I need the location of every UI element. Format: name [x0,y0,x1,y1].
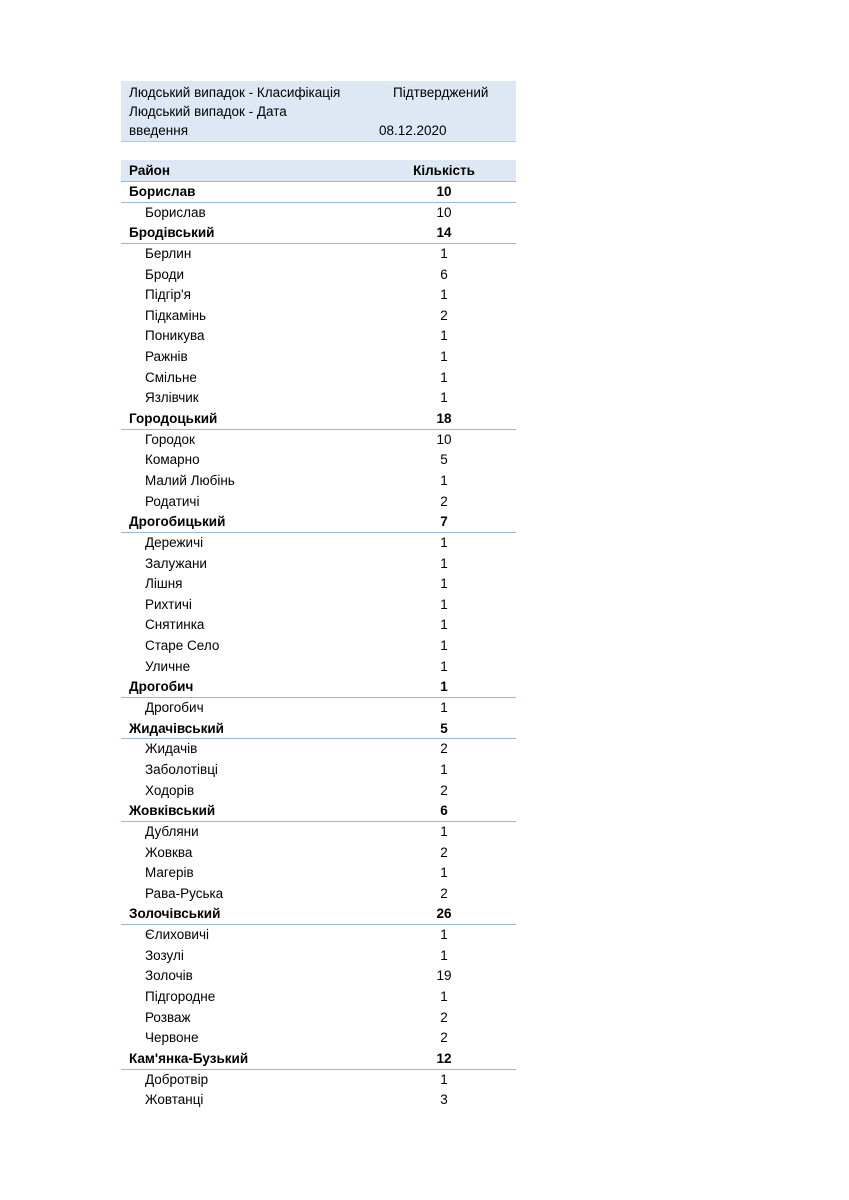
settlement-row [121,244,516,265]
settlement-row [121,884,516,905]
district-name: Дрогобицький [129,514,226,530]
settlement-count: 10 [436,204,452,220]
settlement-count: 1 [440,369,448,385]
settlement-name: Броди [145,266,184,282]
settlement-count: 19 [436,968,452,984]
settlement-count: 1 [440,988,448,1004]
settlement-row [121,574,516,595]
settlement-name: Жидачів [145,741,198,757]
settlement-count: 1 [440,638,448,654]
settlement-row [121,843,516,864]
settlement-row [121,368,516,389]
classification-label: Людський випадок - Класифікація [129,85,341,100]
settlement-name: Залужани [145,555,207,571]
settlement-row [121,326,516,347]
settlement-count: 2 [440,307,448,323]
settlement-name: Ражнів [145,349,188,365]
settlement-row [121,739,516,760]
district-row [121,409,516,430]
district-count: 5 [440,720,448,736]
district-name: Золочівський [129,906,221,922]
district-name: Жовківський [129,803,216,819]
district-count: 26 [436,906,452,922]
settlement-name: Комарно [145,452,200,468]
settlement-count: 1 [440,927,448,943]
settlement-row [121,595,516,616]
settlement-row [121,615,516,636]
settlement-name: Дрогобич [145,700,204,716]
settlement-count: 1 [440,534,448,550]
settlement-name: Родатичі [145,493,200,509]
district-row [121,904,516,925]
settlement-count: 1 [440,700,448,716]
settlement-name: Рава-Руська [145,885,224,901]
settlement-count: 1 [440,617,448,633]
settlement-row [121,657,516,678]
date-value: 08.12.2020 [379,123,447,138]
settlement-count: 1 [440,823,448,839]
settlement-count: 2 [440,493,448,509]
settlement-count: 2 [440,1009,448,1025]
settlement-name: Смільне [145,369,197,385]
settlement-name: Дережичі [145,534,204,550]
settlement-count: 2 [440,844,448,860]
district-row [121,1049,516,1070]
settlement-count: 1 [440,287,448,303]
settlement-name: Малий Любінь [145,472,235,488]
settlement-row [121,863,516,884]
settlement-row [121,347,516,368]
settlement-row [121,1070,516,1091]
settlement-name: Ходорів [145,782,195,798]
settlement-count: 1 [440,472,448,488]
district-name: Дрогобич [129,679,194,695]
settlement-name: Підкамінь [145,307,207,323]
settlement-row [121,388,516,409]
settlement-count: 1 [440,947,448,963]
settlement-row [121,492,516,513]
settlement-name: Добротвір [145,1071,209,1087]
settlement-row [121,1028,516,1049]
district-name: Бродівський [129,225,215,241]
settlement-row [121,450,516,471]
settlement-count: 1 [440,761,448,777]
settlement-name: Язлівчик [145,390,199,406]
settlement-count: 5 [440,452,448,468]
settlement-name: Городок [145,431,195,447]
settlement-name: Дубляни [145,823,199,839]
district-row [121,223,516,244]
settlement-name: Жовква [145,844,193,860]
settlement-name: Старе Село [145,638,220,654]
settlement-name: Червоне [145,1030,199,1046]
settlement-row [121,203,516,224]
district-row [121,512,516,533]
district-name: Борислав [129,184,196,199]
district-count: 14 [436,225,452,241]
district-row [121,182,516,203]
settlement-name: Єлиховичі [145,927,209,943]
settlement-count: 1 [440,596,448,612]
settlement-row [121,306,516,327]
district-name: Жидачівський [129,720,224,736]
settlement-count: 2 [440,1030,448,1046]
settlement-name: Підгородне [145,988,216,1004]
settlement-count: 1 [440,245,448,261]
settlement-name: Снятинка [145,617,205,633]
settlement-row [121,966,516,987]
district-count: 6 [440,803,448,819]
district-count: 18 [436,411,452,427]
settlement-name: Зозулі [145,947,184,963]
settlement-row [121,1008,516,1029]
settlement-row [121,946,516,967]
settlement-count: 1 [440,390,448,406]
district-table [121,160,516,1111]
district-row [121,719,516,740]
settlement-row [121,471,516,492]
table-body [121,182,516,1111]
settlement-count: 2 [440,741,448,757]
date-label-line2: введення [129,123,189,138]
settlement-name: Магерів [145,865,194,881]
settlement-count: 1 [440,658,448,674]
settlement-name: Підгір'я [145,287,191,303]
table-header [121,160,516,182]
settlement-row [121,265,516,286]
settlement-count: 2 [440,782,448,798]
settlement-count: 1 [440,328,448,344]
district-count: 1 [440,679,448,695]
district-name: Кам'янка-Бузький [129,1050,249,1066]
settlement-row [121,822,516,843]
settlement-count: 6 [440,266,448,282]
settlement-count: 3 [440,1092,448,1108]
settlement-row [121,698,516,719]
settlement-count: 1 [440,865,448,881]
settlement-name: Жовтанці [145,1092,204,1108]
header-district: Район [129,163,171,178]
settlement-name: Борислав [145,204,206,220]
settlement-row [121,925,516,946]
district-count: 12 [436,1050,452,1066]
settlement-name: Золочів [145,968,193,984]
settlement-row [121,987,516,1008]
settlement-name: Поникува [145,328,205,344]
settlement-name: Лішня [145,576,183,592]
district-count: 7 [440,514,448,530]
settlement-count: 1 [440,1071,448,1087]
settlement-row [121,285,516,306]
settlement-count: 1 [440,576,448,592]
settlement-name: Уличне [145,658,191,674]
settlement-row [121,554,516,575]
settlement-count: 1 [440,349,448,365]
settlement-row [121,533,516,554]
settlement-row [121,760,516,781]
settlement-row [121,430,516,451]
settlement-name: Берлин [145,245,192,261]
settlement-count: 2 [440,885,448,901]
settlement-row [121,636,516,657]
settlement-row [121,781,516,802]
settlement-count: 10 [436,431,452,447]
settlement-name: Розваж [145,1009,191,1025]
classification-value: Підтверджений [393,85,489,100]
settlement-row [121,1090,516,1111]
header-count: Кількість [413,163,475,178]
filter-panel [121,81,516,142]
settlement-name: Заболотівці [145,761,218,777]
settlement-name: Рихтичі [145,596,192,612]
settlement-count: 1 [440,555,448,571]
district-name: Городоцький [129,411,218,427]
district-row [121,677,516,698]
date-label-line1: Людський випадок - Дата [129,104,287,119]
district-row [121,801,516,822]
district-count: 10 [436,184,452,199]
